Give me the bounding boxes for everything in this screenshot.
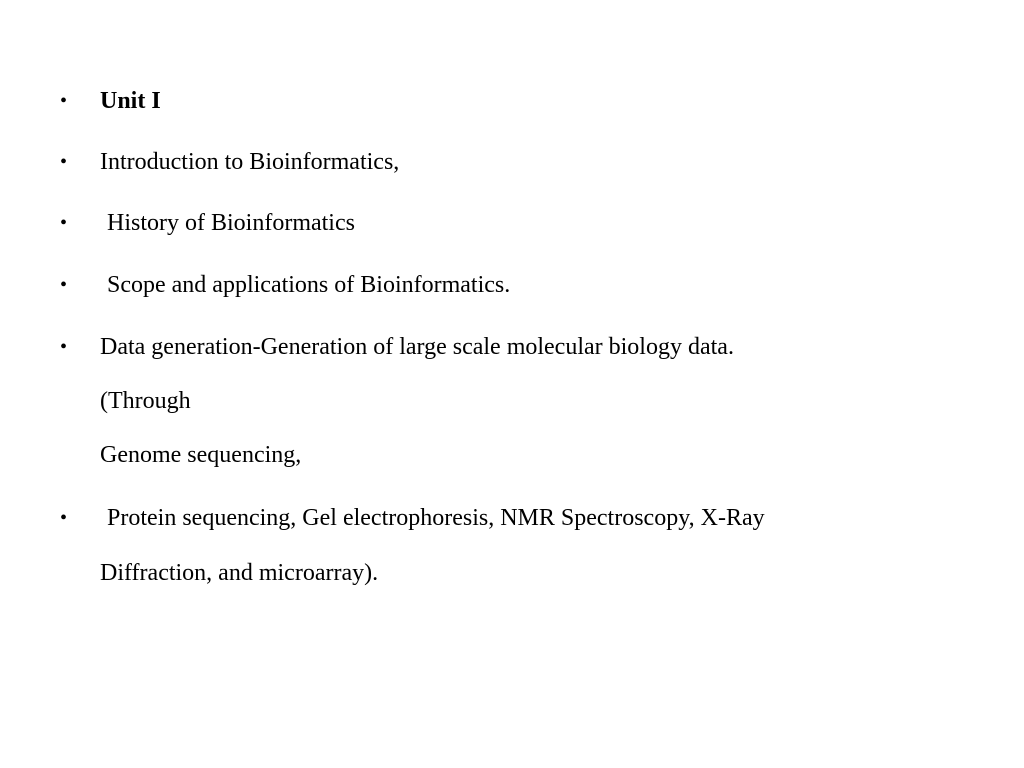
bullet-text: Scope and applications of Bioinformatics. bbox=[107, 272, 511, 298]
bullet-text-line: (Through bbox=[100, 388, 191, 414]
bullet-marker: • bbox=[60, 212, 68, 234]
bullet-marker: • bbox=[60, 507, 68, 529]
bullet-text: History of Bioinformatics bbox=[107, 210, 355, 236]
bullet-marker: • bbox=[60, 90, 68, 112]
bullet-marker: • bbox=[60, 336, 68, 358]
bullet-text-line: Data generation-Generation of large scale molecular biology data. bbox=[100, 334, 734, 360]
bullet-marker: • bbox=[60, 151, 68, 173]
bullet-text-line: Genome sequencing, bbox=[100, 442, 302, 468]
bullet-text: Unit I bbox=[100, 88, 161, 114]
bullet-text-line: Protein sequencing, Gel electrophoresis, NMR Spectroscopy, X-Ray bbox=[107, 505, 765, 531]
bullet-text-line: Diffraction, and microarray). bbox=[100, 560, 379, 586]
bullet-text: Introduction to Bioinformatics, bbox=[100, 149, 400, 175]
bullet-marker: • bbox=[60, 274, 68, 296]
